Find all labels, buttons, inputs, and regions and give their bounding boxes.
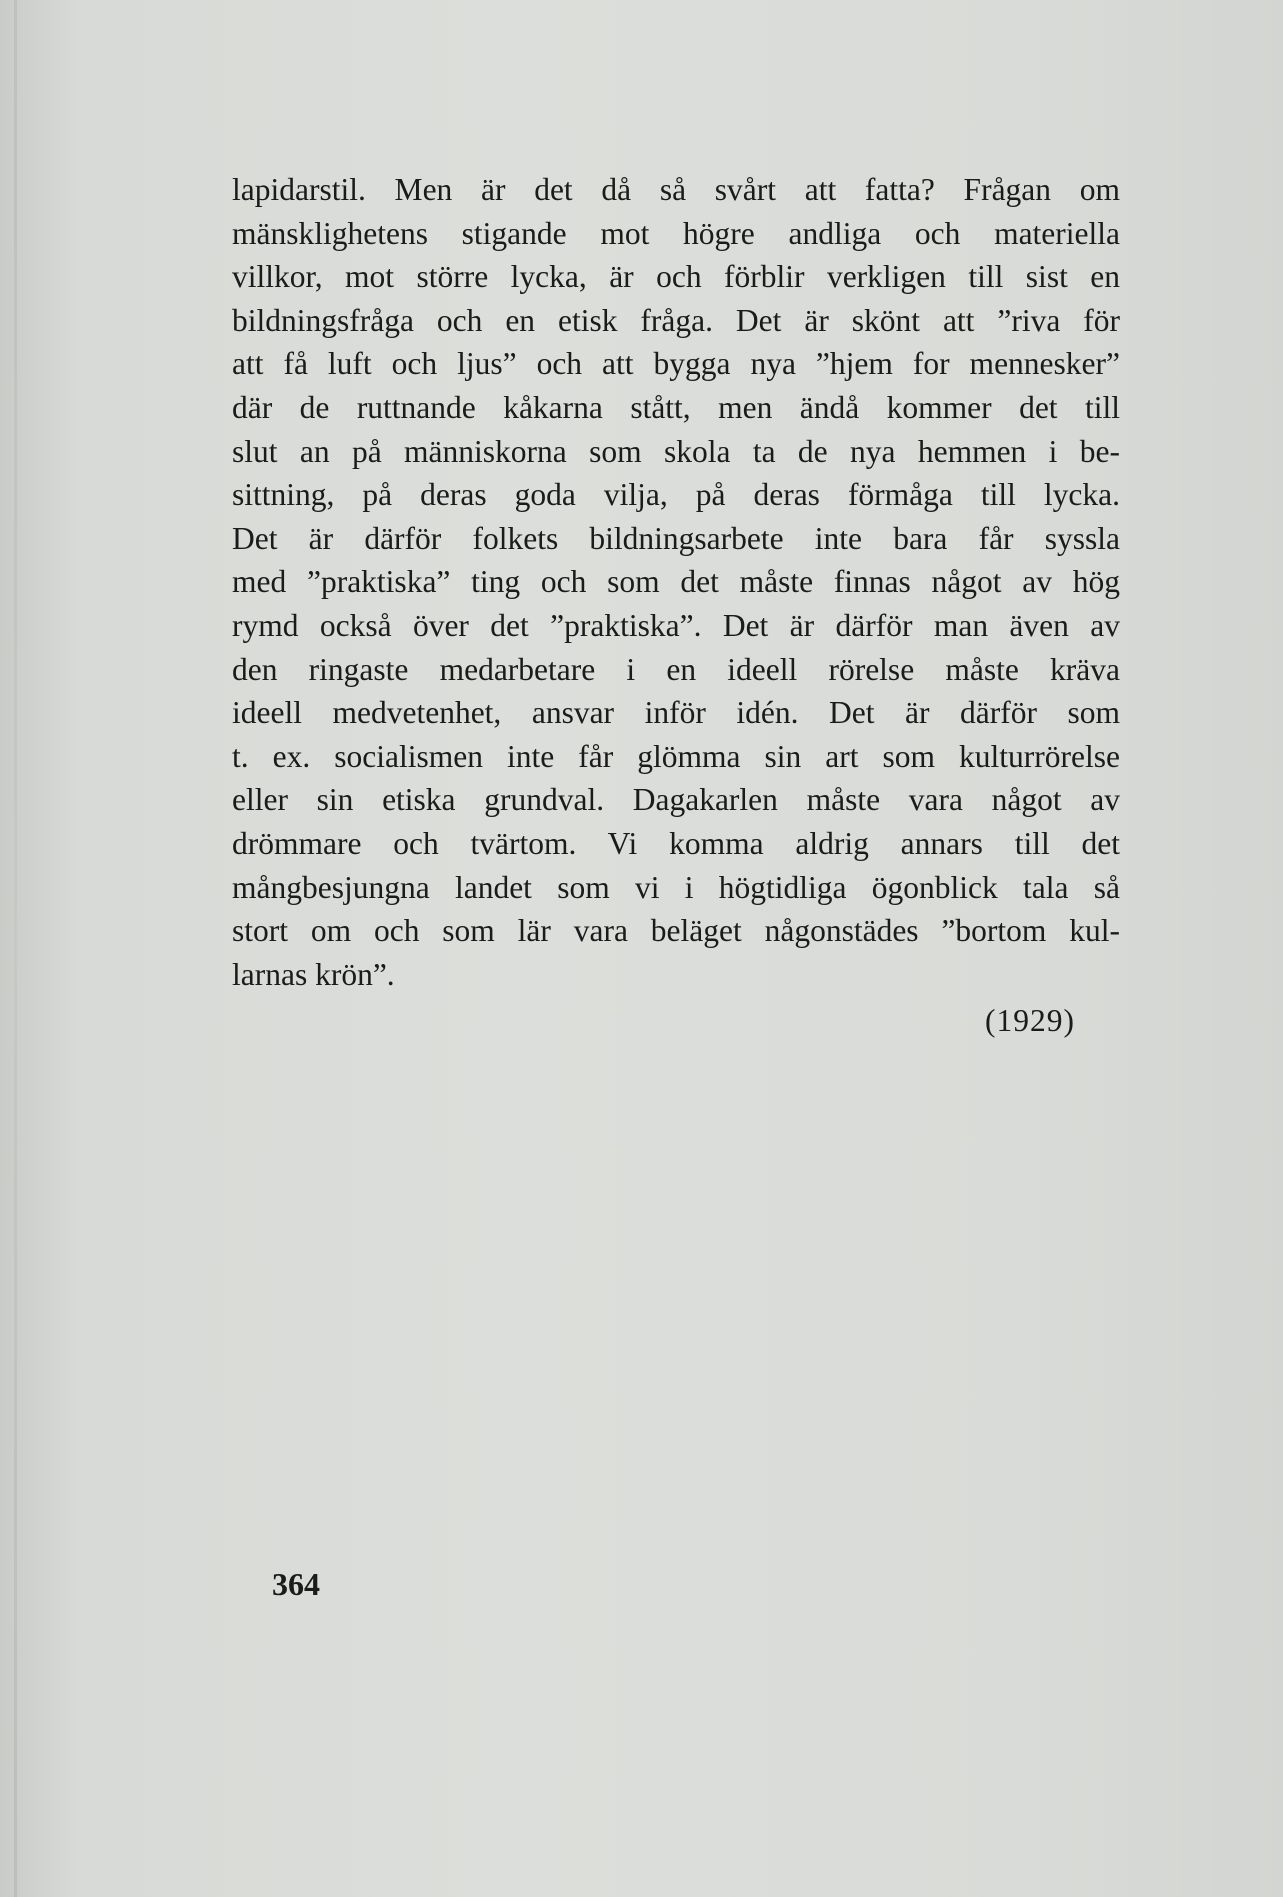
page-binding-edge [14,0,17,1897]
text-line: Det är därför folkets bildningsarbete inte bara får syssla [232,520,1120,556]
text-line: lapidarstil. Men är det då så svårt att fatta? Frågan om [232,172,1120,207]
page-number: 364 [272,1566,320,1602]
text-line: med ”praktiska” ting och som det måste finnas något av hög [232,564,1120,600]
text-line: t. ex. socialismen inte får glömma sin art som kulturrörelse [232,738,1120,774]
text-line: mångbesjungna landet som vi i högtidliga ögonblick tala så [232,869,1120,905]
text-line: den ringaste medarbetare i en ideell rörelse måste kräva [232,651,1120,687]
publication-year: (1929) [985,1003,1075,1038]
text-line: slut an på människorna som skola ta de nya hemmen i be- [232,433,1120,469]
text-line: att få luft och ljus” och att bygga nya ”hjem for mennesker” [232,346,1120,382]
text-line: villkor, mot större lycka, är och förblir verkligen till sist en [232,259,1120,295]
text-line: stort om och som lär vara beläget någonstädes ”bortom kul- [232,913,1120,949]
text-line: sittning, på deras goda vilja, på deras förmåga till lycka. [232,477,1120,513]
text-line: mänsklighetens stigande mot högre andliga och materiella [232,215,1120,251]
text-line: larnas krön”. [232,956,395,992]
text-line: ideell medvetenhet, ansvar inför idén. Det är därför som [232,695,1120,731]
text-line: eller sin etiska grundval. Dagakarlen måste vara något av [232,782,1120,818]
text-line: drömmare och tvärtom. Vi komma aldrig annars till det [232,825,1120,861]
text-line: bildningsfråga och en etisk fråga. Det är skönt att ”riva för [232,302,1120,338]
text-line: där de ruttnande kåkarna stått, men ändå kommer det till [232,389,1120,425]
body-text [232,168,1120,996]
text-line: rymd också över det ”praktiska”. Det är därför man även av [232,607,1120,643]
